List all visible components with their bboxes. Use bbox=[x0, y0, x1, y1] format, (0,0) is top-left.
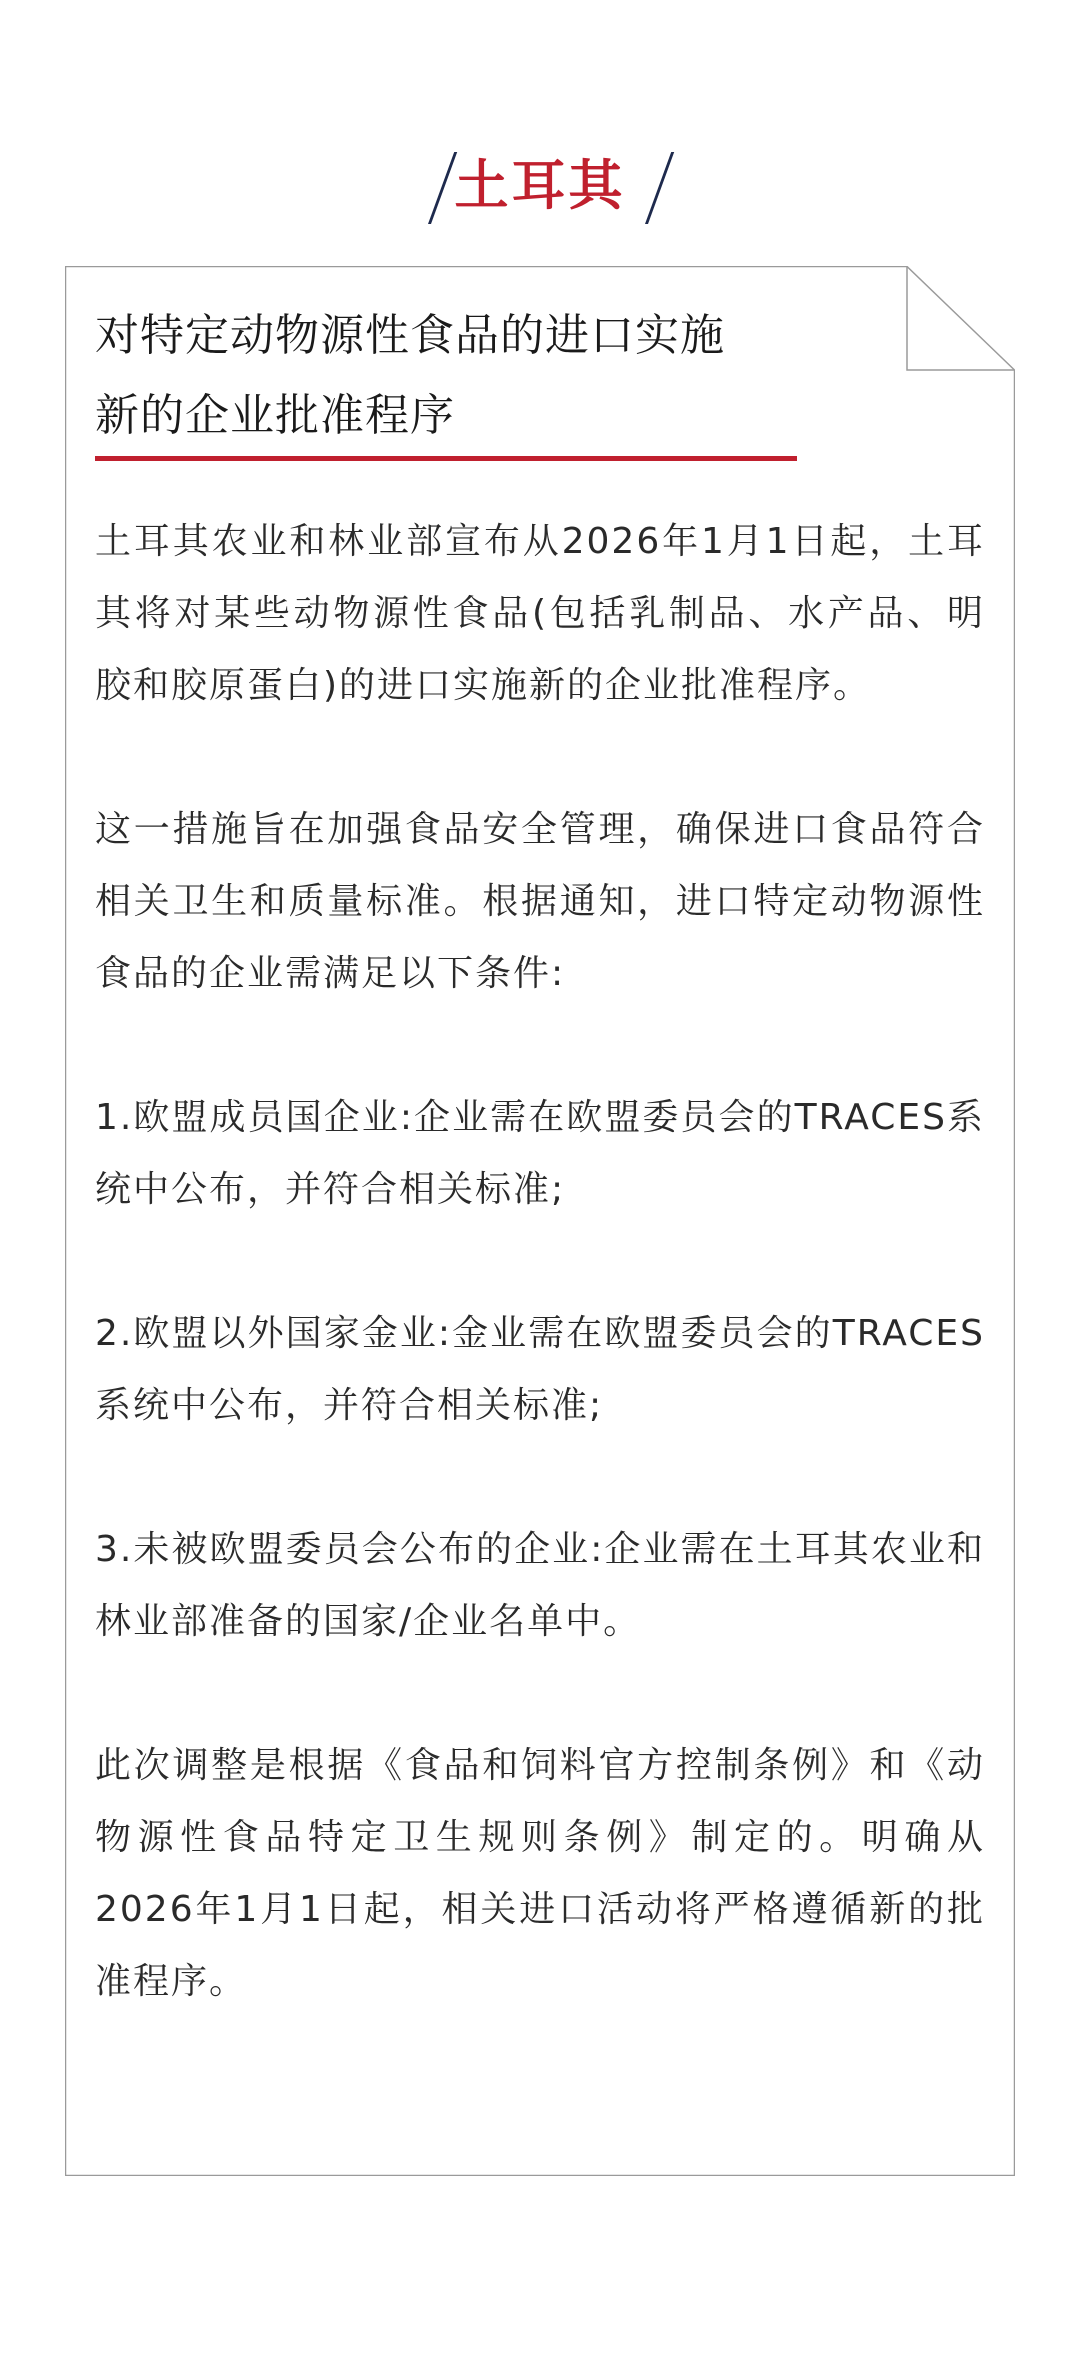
card-title bbox=[95, 296, 855, 456]
card-body bbox=[95, 506, 985, 2018]
paragraph-condition-3: 3.未被欧盟委员会公布的企业:企业需在土耳其农业和林业部准备的国家/企业名单中。 bbox=[95, 1529, 985, 1642]
card-title-line-2: 新的企业批准程序 bbox=[95, 390, 455, 441]
card-title-line-1: 对特定动物源性食品的进口实施 bbox=[95, 310, 725, 361]
section-header bbox=[0, 142, 1080, 238]
paragraph-condition-2: 2.欧盟以外国家金业:金业需在欧盟委员会的TRACES系统中公布，并符合相关标准; bbox=[95, 1313, 985, 1426]
country-title: 土耳其 bbox=[454, 154, 626, 217]
title-underline bbox=[95, 456, 797, 461]
news-card bbox=[65, 266, 1015, 2176]
paragraph-intro: 土耳其农业和林业部宣布从2026年1月1日起，土耳其将对某些动物源性食品(包括乳制品、水产品、明胶和胶原蛋白)的进口实施新的企业批准程序。 bbox=[95, 521, 985, 706]
paragraph-legal-basis: 此次调整是根据《食品和饲料官方控制条例》和《动物源性食品特定卫生规则条例》制定的。明确从2026年1月1日起，相关进口活动将严格遵循新的批准程序。 bbox=[95, 1745, 985, 2002]
paragraph-purpose: 这一措施旨在加强食品安全管理，确保进口食品符合相关卫生和质量标准。根据通知，进口特定动物源性食品的企业需满足以下条件: bbox=[95, 809, 985, 994]
paragraph-condition-1: 1.欧盟成员国企业:企业需在欧盟委员会的TRACES系统中公布，并符合相关标准; bbox=[95, 1097, 985, 1210]
